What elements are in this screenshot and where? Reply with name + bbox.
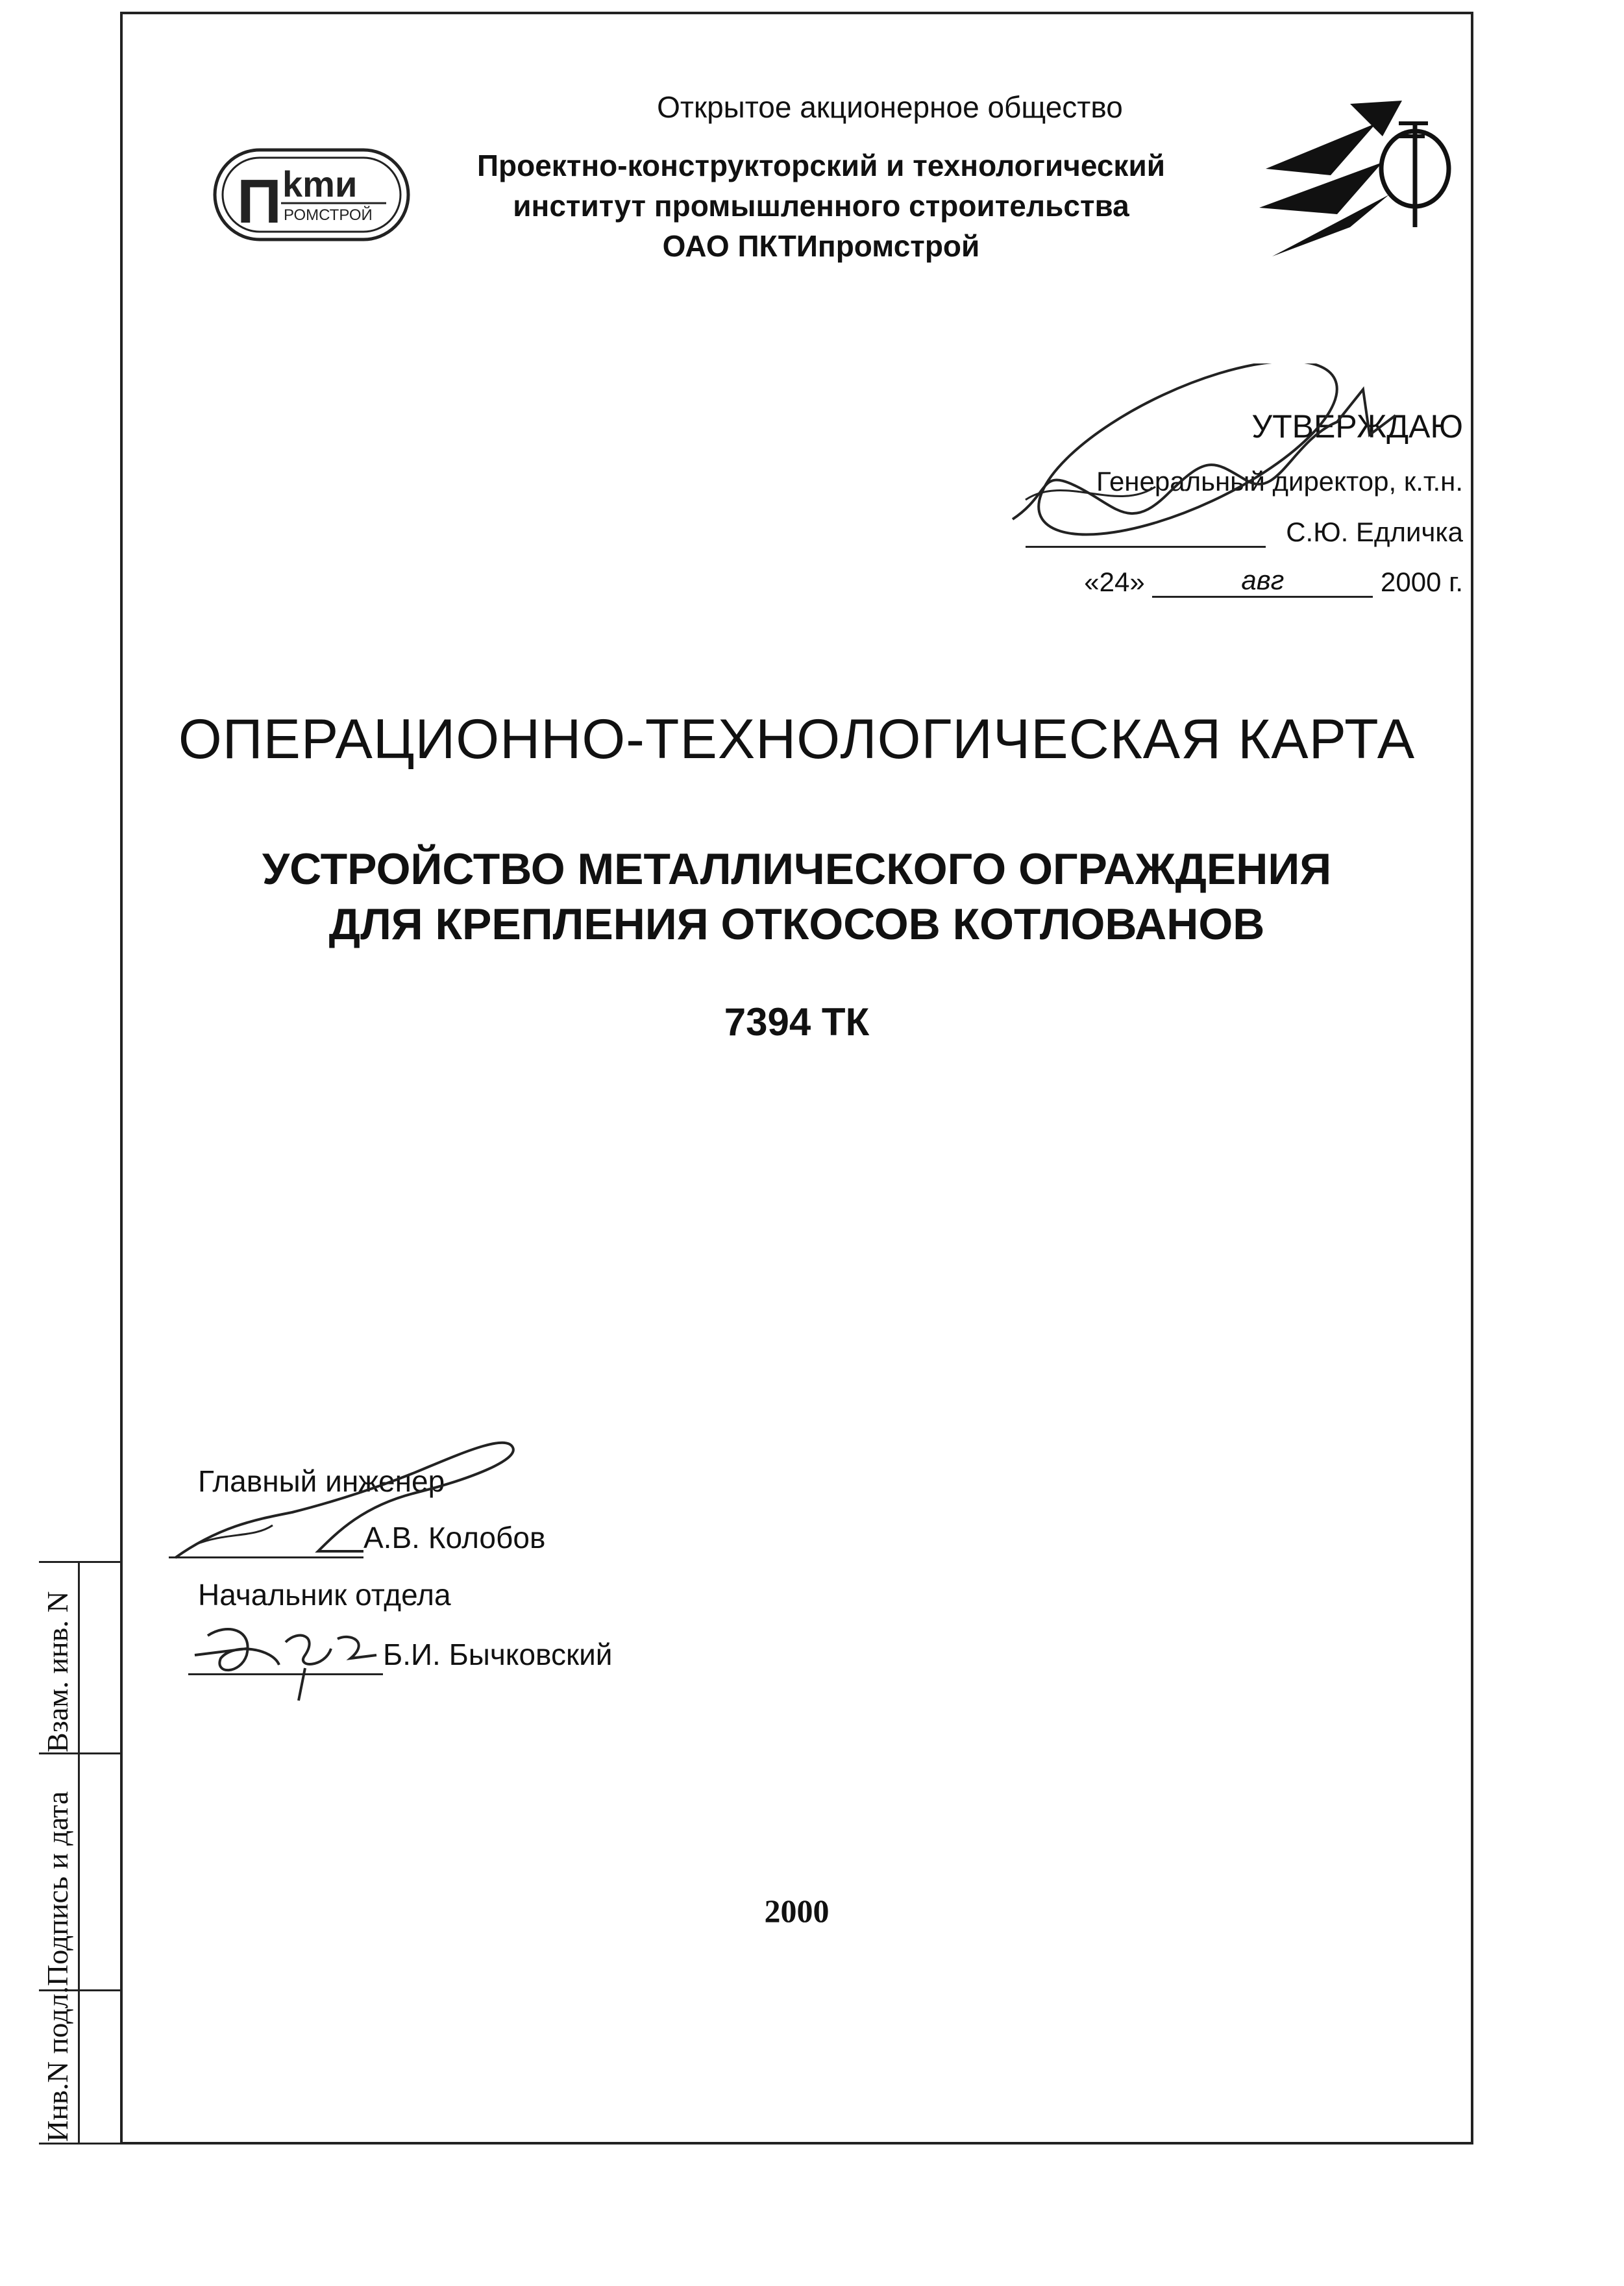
side-label-orig-inv: Инв.N подл. — [41, 1986, 74, 2142]
side-label-signature-date: Подпись и дата — [41, 1791, 74, 1986]
pkti-logo-letter-p: П — [237, 167, 282, 236]
approval-date-month: авг — [1152, 565, 1373, 598]
side-stamp-divider — [78, 1561, 80, 2145]
document-type: ОПЕРАЦИОННО-ТЕХНОЛОГИЧЕСКАЯ КАРТА — [178, 708, 1416, 770]
approval-date-day: «24» — [1084, 567, 1145, 597]
side-stamp-cell — [39, 2143, 120, 2145]
signature-line — [1026, 546, 1266, 548]
page-frame — [120, 12, 1473, 2145]
signatory-name-dept-head — [383, 1637, 612, 1672]
signature-line — [188, 1673, 383, 1675]
org-name-line1: Проектно-конструкторский и технологический — [476, 149, 1166, 182]
signatory-name-text: Б.И. Бычковский — [383, 1638, 613, 1671]
org-name-line3: ОАО ПКТИпромстрой — [662, 229, 980, 263]
document-year: 2000 — [764, 1893, 830, 1929]
approval-name-line — [1026, 517, 1463, 548]
pkti-logo-letters: kmи — [282, 164, 358, 204]
side-stamp-cell — [39, 1561, 120, 1563]
approval-name: С.Ю. Едличка — [1286, 517, 1463, 547]
org-name-line2: институт промышленного строительства — [513, 189, 1129, 223]
side-label-replace-inv: Взам. инв. N — [41, 1591, 74, 1752]
signatory-role-chief-engineer: Главный инженер — [198, 1464, 445, 1498]
org-type: Открытое акционерное общество — [657, 90, 1123, 124]
signatory-name-chief-engineer — [363, 1520, 545, 1555]
approval-date-year: 2000 г. — [1381, 567, 1463, 597]
pkti-logo — [211, 146, 412, 247]
document-subject-line1: УСТРОЙСТВО МЕТАЛЛИЧЕСКОГО ОГРАЖДЕНИЯ — [262, 844, 1332, 894]
signatory-role-dept-head: Начальник отдела — [198, 1578, 451, 1612]
signatory-name-text: А.В. Колобов — [363, 1521, 546, 1555]
side-stamp-cell — [39, 1752, 120, 1754]
pkti-logo-graphic — [211, 146, 412, 243]
document-code: 7394 ТК — [724, 1000, 870, 1044]
pkti-logo-sub: РОМСТРОЙ — [284, 206, 373, 224]
signature-line — [169, 1556, 363, 1558]
approval-heading: УТВЕРЖДАЮ — [1251, 408, 1463, 445]
approval-position: Генеральный директор, к.т.н. — [1096, 466, 1463, 497]
document-subject-line2: ДЛЯ КРЕПЛЕНИЯ ОТКОСОВ КОТЛОВАНОВ — [328, 900, 1265, 949]
approval-date — [1084, 565, 1463, 598]
